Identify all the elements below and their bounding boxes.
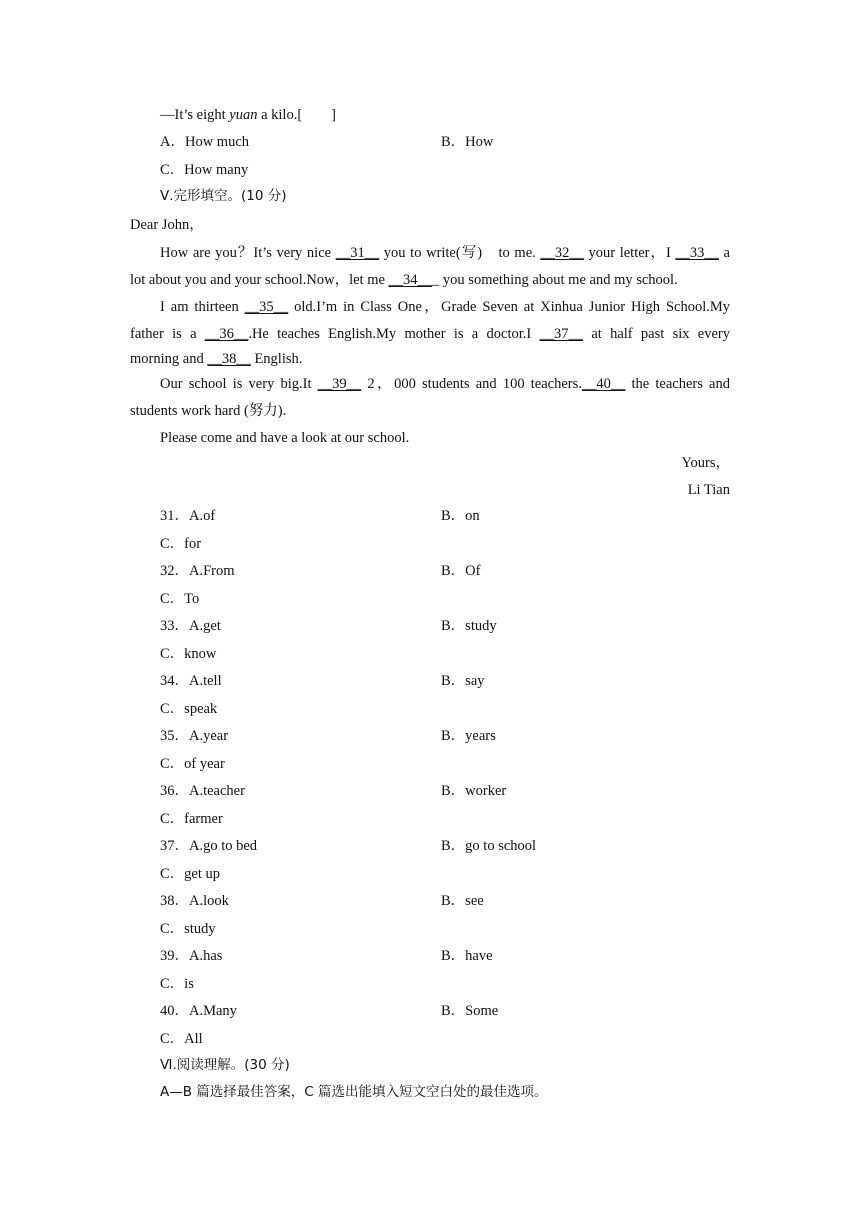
question-option-c: C．study (160, 920, 216, 937)
question-option-c: C．of year (160, 755, 225, 772)
question-option-a: 33．A.get (160, 618, 221, 634)
paragraph-line: Please come and have a look at our school. (160, 430, 410, 446)
question-option-b: B．have (441, 948, 493, 964)
question-option-a: 32．A.From (160, 563, 235, 579)
option-a: A．How much (160, 134, 250, 150)
prev-question-line: —It’s eight yuan a kilo.[ ] (160, 107, 336, 123)
question-option-b: B．on (441, 508, 480, 524)
question-option-b: B．Of (441, 563, 481, 579)
option-c: C．How many (160, 162, 249, 178)
letter-closing: Yours， (681, 455, 730, 471)
paragraph-line: Our school is very big.It __39__ 2，000 students and 100 teachers.__40__ the teachers and (160, 376, 730, 392)
blank-31: __31__ (335, 245, 380, 261)
section-instruction: A—B 篇选择最佳答案，C 篇选出能填入短文空白处的最佳选项。 (160, 1084, 548, 1100)
blank-40: __40__ (581, 376, 626, 392)
paragraph-line: I am thirteen __35__ old.I’m in Class One，Grade Seven at Xinhua Junior High School.My (160, 299, 730, 315)
option-b: B．How (441, 134, 494, 150)
question-option-c: C．All (160, 1030, 203, 1047)
question-option-a: 39．A.has (160, 948, 223, 964)
question-option-c: C．for (160, 535, 202, 552)
section-heading: Ⅵ.阅读理解。(30 分) (160, 1057, 290, 1073)
paragraph-line: How are you？It’s very nice __31__ you to write(写) to me. __32__ your letter，I __33__ a (160, 245, 730, 261)
blank-39: __39__ (317, 376, 362, 392)
paragraph-line: students work hard (努力). (130, 403, 287, 419)
question-option-c: C．speak (160, 700, 218, 717)
blank-33: __33__ (675, 245, 719, 261)
paragraph-line: lot about you and your school.Now，let me __34___ you something about me and my school. (130, 272, 678, 288)
blank-37: __37__ (539, 326, 584, 342)
question-option-c: C．get up (160, 865, 221, 882)
question-option-b: B．years (441, 728, 496, 744)
question-option-b: B．see (441, 893, 484, 909)
question-option-c: C．To (160, 590, 200, 607)
question-option-c: C．is (160, 975, 194, 992)
question-option-b: B．say (441, 673, 485, 689)
section-heading: Ⅴ.完形填空。(10 分) (160, 188, 287, 204)
question-option-a: 31．A.of (160, 508, 216, 524)
question-option-a: 40．A.Many (160, 1003, 237, 1019)
question-option-b: B．worker (441, 783, 507, 799)
question-option-b: B．go to school (441, 838, 537, 854)
question-option-b: B．study (441, 618, 497, 634)
letter-greeting: Dear John， (130, 217, 204, 233)
paragraph-line: father is a __36__.He teaches English.My mother is a doctor.I __37__ at half past six every (130, 326, 730, 342)
question-option-c: C．farmer (160, 810, 223, 827)
question-option-a: 35．A.year (160, 728, 229, 744)
blank-38: __38__ (207, 351, 251, 367)
blank-35: __35__ (244, 299, 289, 315)
blank-32: __32__ (540, 245, 584, 261)
question-option-a: 38．A.look (160, 893, 229, 909)
question-option-a: 34．A.tell (160, 673, 222, 689)
question-option-a: 36．A.teacher (160, 783, 245, 799)
question-option-b: B．Some (441, 1003, 499, 1019)
paragraph-line: morning and __38__ English. (130, 351, 303, 367)
question-option-a: 37．A.go to bed (160, 838, 258, 854)
blank-34: __34__ (388, 272, 433, 288)
question-option-c: C．know (160, 645, 217, 662)
letter-signature: Li Tian (687, 482, 730, 498)
blank-36: __36__ (204, 326, 249, 342)
